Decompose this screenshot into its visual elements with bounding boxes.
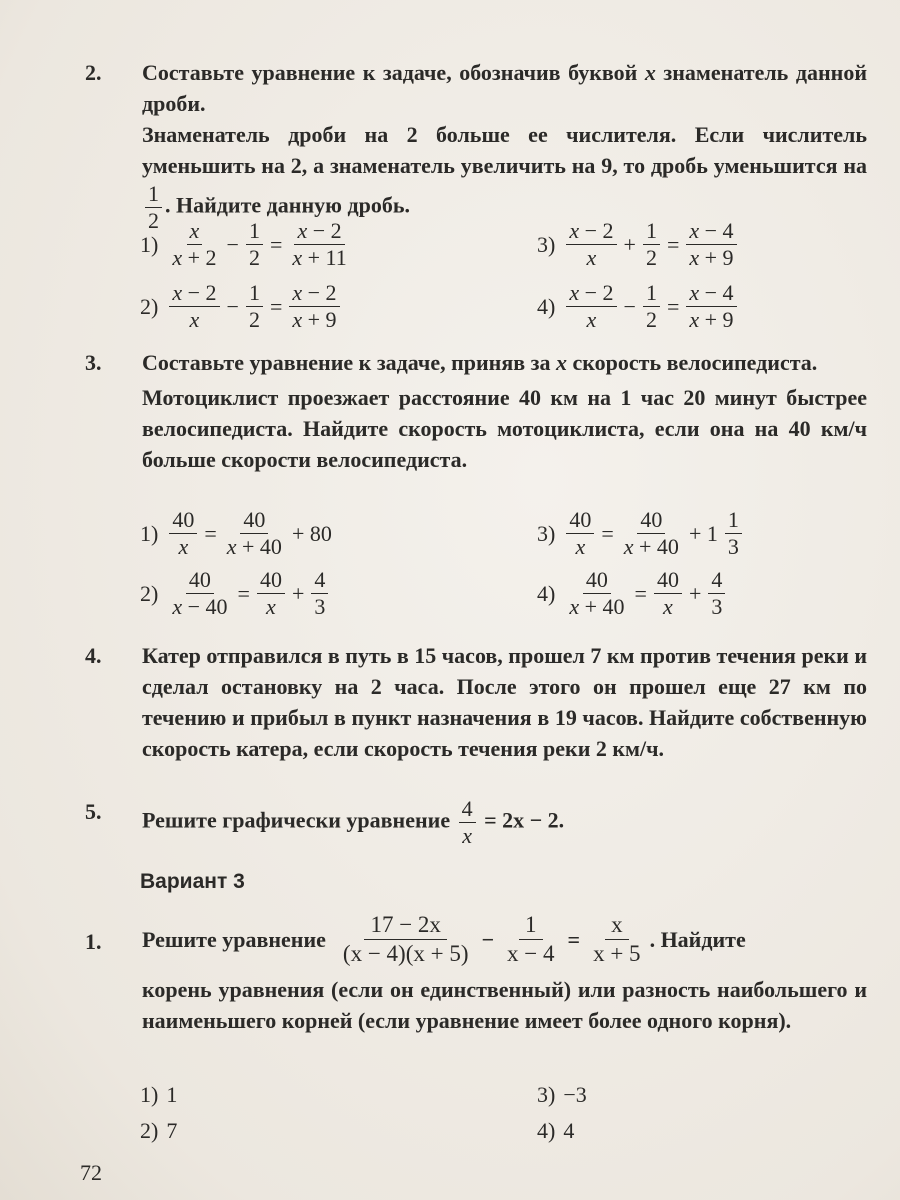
operator: + 1 [688,520,718,546]
answer-option-1 [140,1082,177,1108]
option-value: 4 [563,1118,575,1143]
problem-5 [85,796,867,849]
fraction [566,567,627,620]
answer-option-2 [140,1118,177,1144]
denominator: 3 [711,594,723,619]
numerator: 4 [708,567,725,594]
fraction [654,567,682,620]
answer-option-2 [140,280,343,333]
fraction [337,911,475,968]
operator: − [623,293,636,319]
answer-option-4 [537,280,740,333]
operator: = [666,231,680,257]
operator: + 80 [291,520,332,546]
problem-body [142,119,867,234]
option-value: 1 [166,1082,178,1107]
text: Составьте уравнение к задаче, приняв за [142,350,556,375]
fraction [169,567,230,620]
numerator: 1 [643,280,660,307]
option-label: 1) [140,231,159,257]
denominator: 2 [148,208,159,233]
text: = 2x − 2. [478,807,565,833]
denominator: 2 [645,245,657,270]
fraction [224,507,285,560]
operator: + [291,580,305,606]
denominator: x + 40 [226,534,282,559]
denominator: x [586,307,597,332]
operator: = [204,520,217,546]
denominator: x − 40 [172,594,228,619]
fraction [643,218,660,271]
numerator: x − 2 [566,280,616,307]
numerator: 40 [169,507,197,534]
numerator: 4 [311,567,328,594]
denominator: x [462,823,472,848]
fraction [587,911,646,968]
variant-heading: Вариант 3 [140,870,245,893]
text: Составьте уравнение к задаче, обозначив буквой [142,60,645,85]
operator: = [269,293,283,319]
option-label: 1) [140,1082,159,1107]
numerator: 1 [519,911,543,940]
text: знаменатель данной дроби. [142,60,868,116]
fraction [621,507,682,560]
fraction [725,507,742,560]
problem-statement [142,347,867,378]
fraction [289,218,349,271]
operator: = [666,293,680,319]
fraction [311,567,328,620]
text: Решите уравнение [142,926,326,952]
option-label: 2) [140,293,159,319]
denominator: 2 [645,307,657,332]
operator: − [481,926,495,952]
fraction [246,280,263,333]
option-label: 3) [537,1082,556,1107]
denominator: x [575,534,586,559]
fraction [169,280,219,333]
numerator: 1 [246,280,263,307]
operator: = [567,926,581,952]
numerator: x − 2 [169,280,219,307]
option-label: 4) [537,293,556,319]
problem-body: Катер отправился в путь в 15 часов, прошел 7 км против течения реки и сделал остановку на 2 часа. После этого он прошел еще 27 км по течению и прибыл в пункт назначения в 19 часов. Найдите собственную скорость катера, если скорость течения реки 2 км/ч. [142,643,867,761]
page-number: 72 [80,1160,102,1185]
option-value: −3 [563,1082,587,1107]
problem-statement [142,908,867,970]
numerator: 1 [725,507,742,534]
option-label: 1) [140,520,159,546]
option-label: 2) [140,1118,159,1143]
numerator: 4 [459,796,476,823]
text: . Найдите [649,926,746,952]
problem-body [142,796,867,849]
operator: = [237,580,250,606]
numerator: 1 [145,181,162,208]
variable: x [555,350,567,375]
fraction [566,507,594,560]
answer-option-3 [537,218,740,271]
numerator: x − 2 [294,218,344,245]
fraction [459,796,476,849]
numerator: x [605,911,629,940]
problem-number: 5. [85,799,102,824]
problem-2 [85,57,867,234]
numerator: x − 4 [686,280,736,307]
option-label: 4) [537,580,556,606]
problem-statement [142,57,867,119]
fraction [566,280,616,333]
text: Решите графически уравнение [142,807,451,833]
answer-option-1 [140,218,353,271]
problem-number: 3. [85,350,102,375]
option-label: 3) [537,520,556,546]
fraction [289,280,339,333]
numerator: 40 [186,567,214,594]
problem-body: корень уравнения (если он единственный) или разность наибольшего и наименьшего корней (если уравнение имеет более одного корня). [142,977,867,1033]
answer-option-4 [537,1118,574,1144]
problem-number: 2. [85,60,102,85]
denominator: (x − 4)(x + 5) [342,940,469,966]
denominator: x [266,594,276,619]
denominator: x [663,594,673,619]
problem-number: 1. [85,929,102,954]
answer-option-4 [537,567,728,620]
numerator: 40 [257,567,285,594]
denominator: x [586,245,597,270]
option-label: 2) [140,580,159,606]
option-label: 3) [537,231,556,257]
denominator: 2 [248,307,260,332]
operator: + [688,580,702,606]
problem-3 [85,347,867,475]
denominator: x + 40 [569,594,625,619]
numerator: 1 [246,218,263,245]
denominator: x + 11 [292,245,347,270]
denominator: x + 2 [172,245,217,270]
fraction [257,567,285,620]
denominator: x − 4 [507,940,555,966]
operator: − [226,231,239,257]
fraction [643,280,660,333]
denominator: x + 9 [689,307,734,332]
numerator: x − 4 [686,218,736,245]
numerator: 1 [643,218,660,245]
numerator: x − 2 [289,280,339,307]
problem-number: 4. [85,643,102,668]
answer-option-3 [537,1082,587,1108]
operator: = [601,520,614,546]
numerator: 40 [654,567,682,594]
denominator: x + 9 [292,307,337,332]
problem-4 [85,640,867,764]
operator: + [623,231,636,257]
fraction [169,507,197,560]
problem-body: Мотоциклист проезжает расстояние 40 км на 1 час 20 минут быстрее велосипедиста. Найдите скорость мотоциклиста, если она на 40 км/ч больше скорости велосипедиста. [142,385,867,472]
option-value: 7 [166,1118,178,1143]
operator: = [634,580,647,606]
text: скорость велосипедиста. [566,350,818,375]
operator: = [269,231,283,257]
denominator: x + 9 [689,245,734,270]
operator: − [226,293,239,319]
denominator: 2 [248,245,260,270]
variable: x [644,60,656,85]
denominator: 3 [727,534,739,559]
variant3-problem-1 [85,908,867,1036]
denominator: 3 [314,594,326,619]
answer-option-3 [537,507,745,560]
numerator: x − 2 [566,218,616,245]
equation [334,911,650,968]
numerator: 40 [583,567,611,594]
fraction [708,567,725,620]
numerator: 40 [637,507,665,534]
answer-option-1 [140,507,336,560]
text: . Найдите данную дробь. [165,192,410,218]
numerator: 40 [240,507,268,534]
denominator: x + 40 [623,534,679,559]
numerator: 17 − 2x [364,911,446,940]
fraction [686,218,736,271]
fraction [566,218,616,271]
text: Знаменатель дроби на 2 больше ее числителя. Если числитель уменьшить на 2, а знаменатель увеличить на 9, то дробь уменьшится на [142,122,867,178]
option-label: 4) [537,1118,556,1143]
denominator: x [178,534,189,559]
answer-option-2 [140,567,331,620]
fraction [501,911,560,968]
fraction [246,218,263,271]
denominator: x + 5 [593,940,641,966]
denominator: x [189,307,200,332]
numerator: x [187,218,203,245]
fraction [686,280,736,333]
fraction [169,218,219,271]
numerator: 40 [566,507,594,534]
